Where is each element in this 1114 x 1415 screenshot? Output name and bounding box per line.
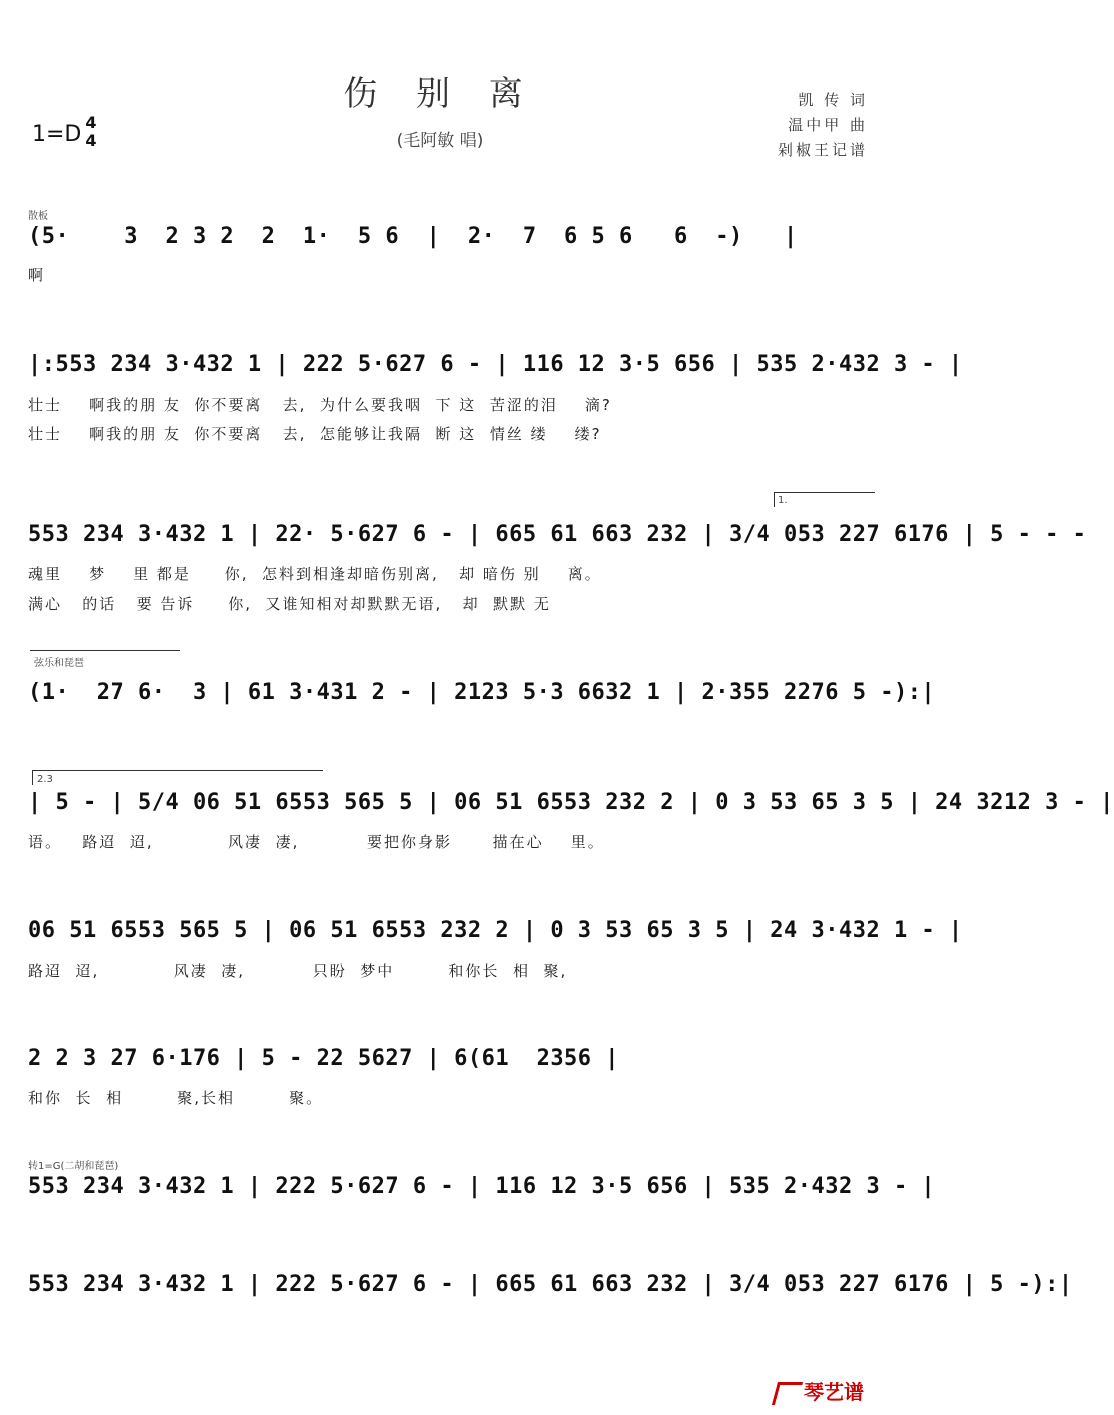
logo-text: 琴艺谱 — [804, 1380, 864, 1404]
key-signature: 1=D — [32, 122, 82, 147]
system-7-label: 转1=G(二胡和琵琶) — [28, 1161, 119, 1172]
credits — [778, 88, 868, 163]
system-2-lyrics-1: 魂里 梦 里 都是 你, 怎料到相逢却暗伤别离, 却 暗伤 别 离。 — [28, 565, 602, 583]
song-title: 伤 别 离 — [343, 74, 537, 114]
site-logo — [775, 1376, 864, 1405]
time-sig-top: 4 — [85, 113, 97, 132]
transcriber: 剁椒王记谱 — [777, 141, 868, 159]
system-3-label: 弦乐和琵琶 — [34, 658, 84, 669]
volta-2-3-bracket — [32, 770, 323, 785]
system-5-lyrics: 路迢 迢, 风凄 凄, 只盼 梦中 和你长 相 聚, — [28, 962, 568, 980]
system-2-notes: 553 234 3·432 1 | 22· 5·627 6 - | 665 61 663 232 | 3/4 053 227 6176 | 5 - - - — [28, 522, 1087, 547]
system-6-lyrics: 和你 长 相 聚,长相 聚。 — [28, 1089, 324, 1107]
time-sig-bottom: 4 — [85, 131, 97, 150]
system-8-notes: 553 234 3·432 1 | 222 5·627 6 - | 665 61 663 232 | 3/4 053 227 6176 | 5 -):| — [28, 1272, 1073, 1297]
system-5-notes: 06 51 6553 565 5 | 06 51 6553 232 2 | 0 3 53 65 3 5 | 24 3·432 1 - | — [28, 918, 963, 943]
system-2-lyrics-2: 满心 的话 要 告诉 你, 又谁知相对却默默无语, 却 默默 无 — [28, 595, 551, 613]
system-7-notes: 553 234 3·432 1 | 222 5·627 6 - | 116 12 3·5 656 | 535 2·432 3 - | — [28, 1174, 936, 1199]
system-1-notes: |:553 234 3·432 1 | 222 5·627 6 - | 116 12 3·5 656 | 535 2·432 3 - | — [28, 352, 963, 377]
system-0-label: 散板 — [28, 211, 48, 222]
system-3-notes: (1· 27 6· 3 | 61 3·431 2 - | 2123 5·3 6632 1 | 2·355 2276 5 -):| — [28, 680, 936, 705]
singer-credit: (毛阿敏 唱) — [396, 131, 484, 151]
composer: 温中甲 曲 — [788, 116, 868, 134]
system-4-lyrics: 语。 路迢 迢, 风凄 凄, 要把你身影 描在心 里。 — [28, 833, 605, 851]
volta-2-3-label: 2.3 — [37, 774, 53, 785]
system-6-notes: 2 2 3 27 6·176 | 5 - 22 5627 | 6(61 2356 | — [28, 1046, 620, 1071]
system-0-lyrics: 啊 — [28, 266, 46, 284]
system-1-lyrics-2: 壮士 啊我的朋 友 你不要离 去, 怎能够让我隔 断 这 情丝 缕 缕? — [28, 425, 602, 443]
system-1-lyrics-1: 壮士 啊我的朋 友 你不要离 去, 为什么要我咽 下 这 苦涩的泪 滴? — [28, 396, 612, 414]
system-0-notes: (5· 3 2 3 2 2 1· 5 6 | 2· 7 6 5 6 6 -) | — [28, 224, 798, 249]
volta-1-label: 1. — [778, 495, 788, 506]
volta-1-bracket — [774, 492, 875, 507]
system-4-notes: | 5 - | 5/4 06 51 6553 565 5 | 06 51 6553 232 2 | 0 3 53 65 3 5 | 24 3212 3 - | — [28, 790, 1114, 815]
lyricist: 凯 传 词 — [798, 91, 868, 109]
logo-icon — [772, 1382, 803, 1405]
time-signature — [84, 114, 98, 150]
strings-bracket — [30, 650, 180, 669]
